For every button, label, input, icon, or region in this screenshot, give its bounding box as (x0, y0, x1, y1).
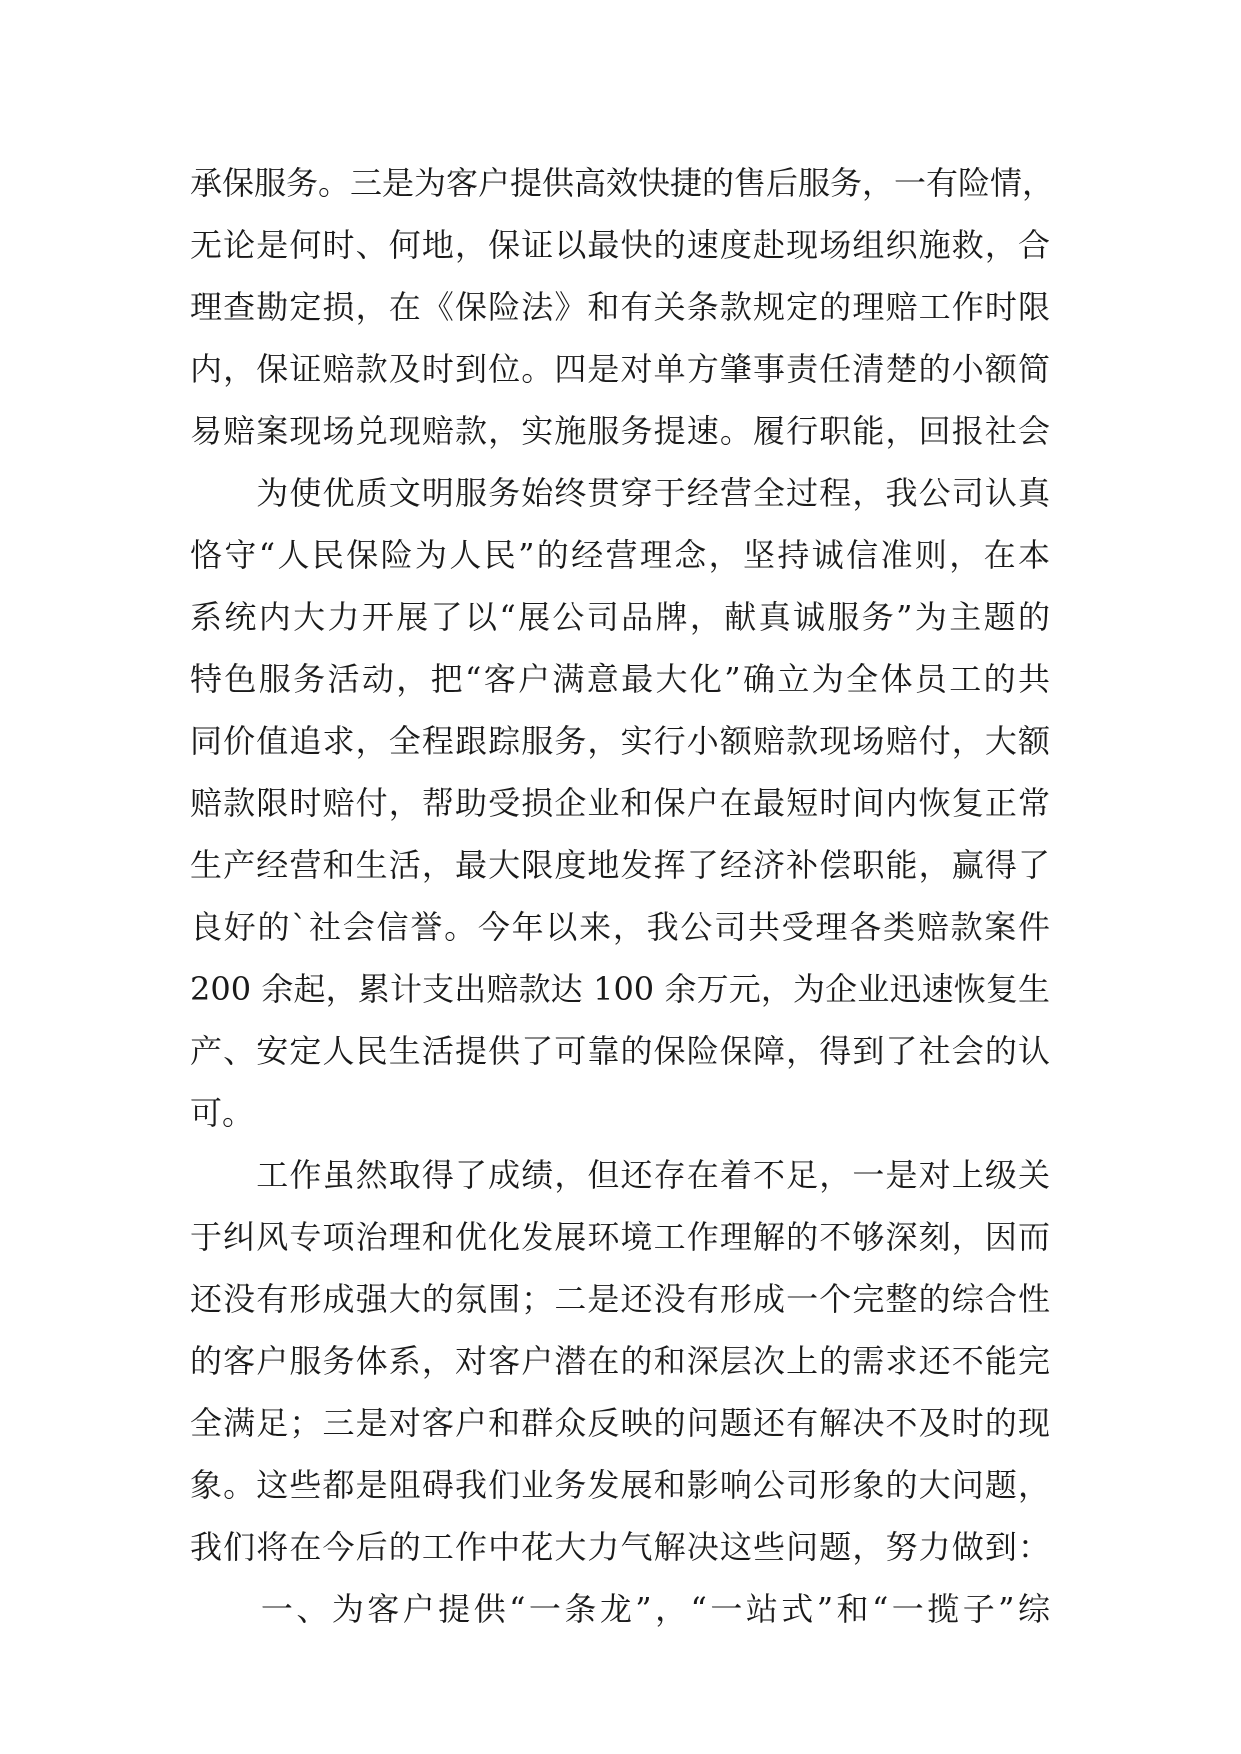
text-line: 良好的`社会信誉。今年以来，我公司共受理各类赔款案件 (190, 908, 1050, 946)
text-line: 我们将在今后的工作中花大力气解决这些问题，努力做到： (190, 1528, 1050, 1566)
text-line: 特色服务活动，把“客户满意最大化”确立为全体员工的共 (190, 660, 1050, 698)
text-line: 生产经营和生活，最大限度地发挥了经济补偿职能，赢得了 (190, 846, 1050, 884)
text-line: 全满足；三是对客户和群众反映的问题还有解决不及时的现 (190, 1404, 1050, 1442)
text-line: 的客户服务体系，对客户潜在的和深层次上的需求还不能完 (190, 1342, 1050, 1380)
text-line: 恪守“人民保险为人民”的经营理念，坚持诚信准则，在本 (190, 536, 1050, 574)
text-line: 于纠风专项治理和优化发展环境工作理解的不够深刻，因而 (190, 1218, 1050, 1256)
paragraph-start-line: 工作虽然取得了成绩，但还存在着不足，一是对上级关 (190, 1156, 1050, 1194)
text-line: 理查勘定损，在《保险法》和有关条款规定的理赔工作时限 (190, 288, 1050, 326)
text-line: 还没有形成强大的氛围；二是还没有形成一个完整的综合性 (190, 1280, 1050, 1318)
text-line: 系统内大力开展了以“展公司品牌，献真诚服务”为主题的 (190, 598, 1050, 636)
text-line: 象。这些都是阻碍我们业务发展和影响公司形象的大问题， (190, 1466, 1050, 1504)
text-line: 赔款限时赔付，帮助受损企业和保户在最短时间内恢复正常 (190, 784, 1050, 822)
paragraph-start-line: 一、为客户提供“一条龙”，“一站式”和“一揽子”综 (190, 1590, 1050, 1628)
body-text (190, 152, 1055, 1640)
text-line: 同价值追求，全程跟踪服务，实行小额赔款现场赔付，大额 (190, 722, 1050, 760)
text-line: 内，保证赔款及时到位。四是对单方肇事责任清楚的小额简 (190, 350, 1050, 388)
text-line: 承保服务。三是为客户提供高效快捷的售后服务，一有险情， (190, 164, 1055, 202)
paragraph-start-line: 为使优质文明服务始终贯穿于经营全过程，我公司认真 (190, 474, 1050, 512)
text-line: 无论是何时、何地，保证以最快的速度赴现场组织施救，合 (190, 226, 1050, 264)
text-line: 产、安定人民生活提供了可靠的保险保障，得到了社会的认 (190, 1032, 1050, 1070)
text-line: 易赔案现场兑现赔款，实施服务提速。履行职能，回报社会 (190, 412, 1050, 450)
text-line: 200 余起，累计支出赔款达 100 余万元，为企业迅速恢复生 (190, 970, 1050, 1008)
paragraph-end-line: 可。 (190, 1094, 255, 1132)
